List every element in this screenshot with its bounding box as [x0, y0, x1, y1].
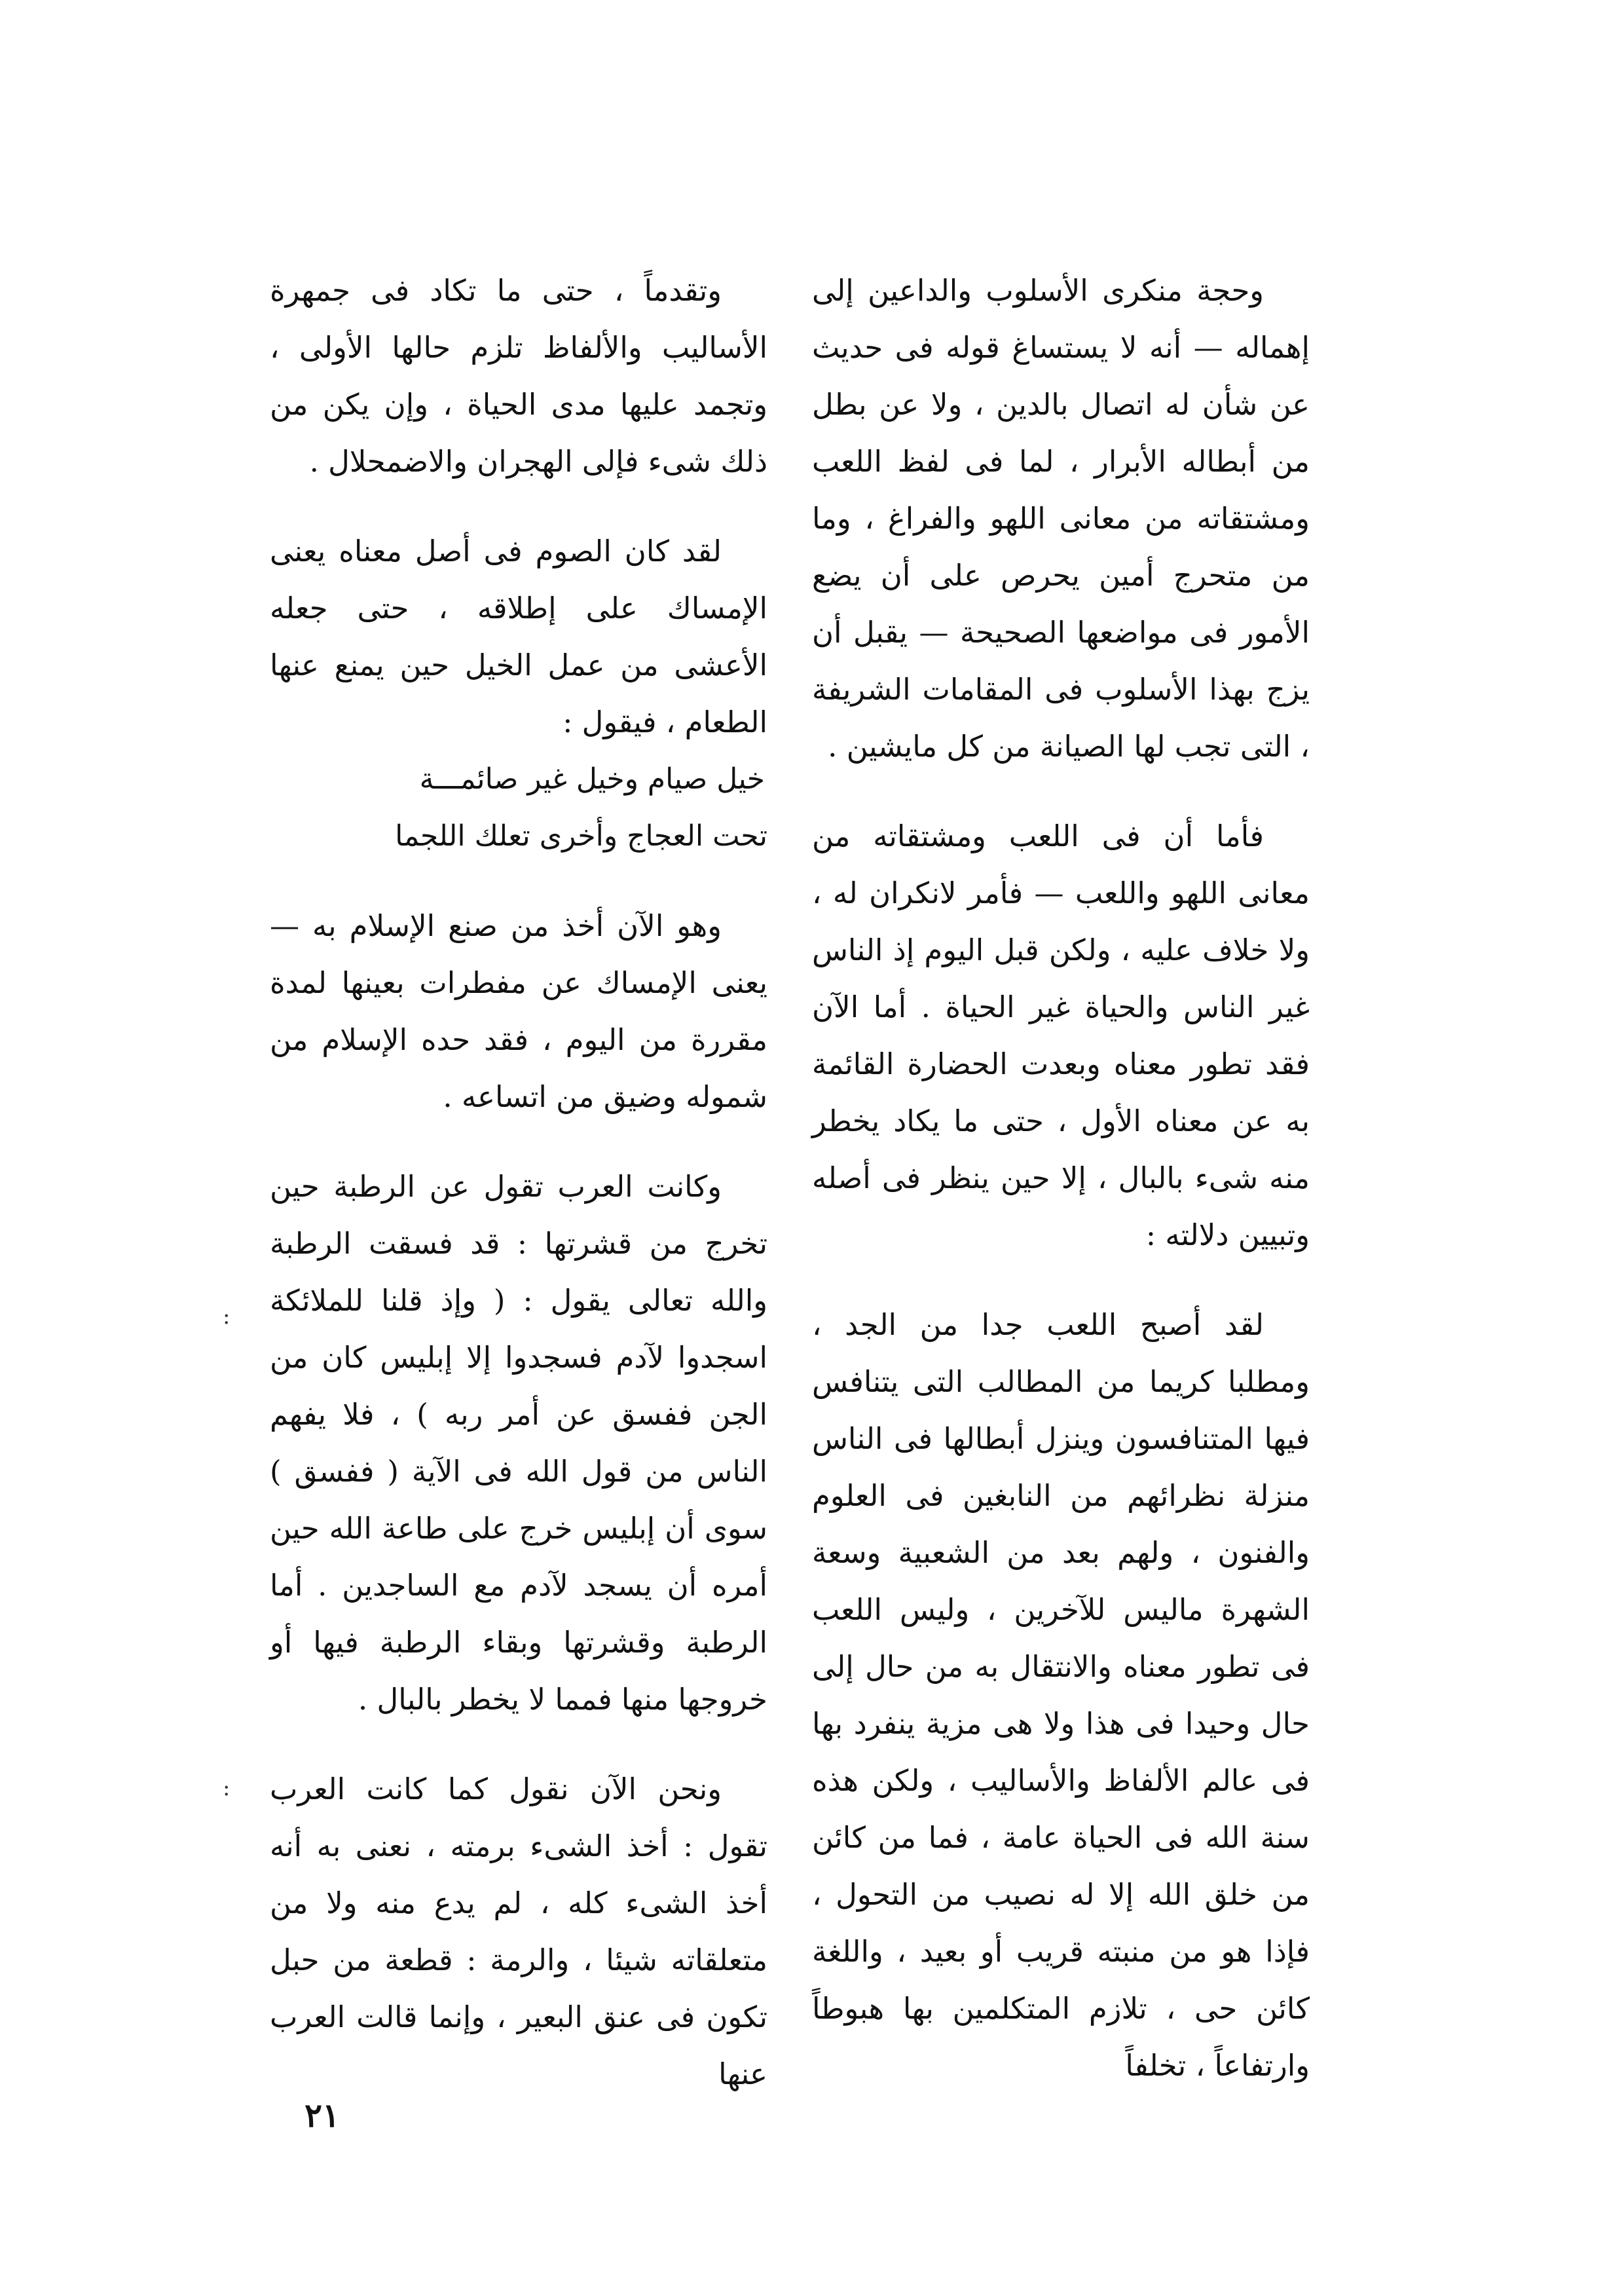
right-column	[812, 262, 1310, 2094]
paragraph: لقد كان الصوم فى أصل معناه يعنى الإمساك على إطلاقه ، حتى جعله الأعشى من عمل الخيل حين يمنع عنها الطعام ، فيقول :	[270, 534, 767, 739]
paragraph: وهو الآن أخذ من صنع الإسلام به — يعنى الإمساك عن مفطرات بعينها لمدة مقررة من اليوم ، فقد حده الإسلام من شموله وضيق من اتساعه .	[270, 908, 767, 1114]
paragraph: وكانت العرب تقول عن الرطبة حين تخرج من قشرتها : قد فسقت الرطبة والله تعالى يقول : ( وإذ قلنا للملائكة اسجدوا لآدم فسجدوا إلا إبليس كان من الجن ففسق عن أمر ربه ) ، فلا يفهم الناس من قول الله فى الآية ( ففسق ) سوى أن إبليس خرج على طاعة الله حين أمره أن يسجد لآدم مع الساجدين . أما الرطبة وقشرتها وبقاء الرطبة فيها أو خروجها منها فمما لا يخطر بالبال .	[270, 1169, 767, 1717]
poem-line: تحت العجاج وأخرى تعلك اللجما	[395, 819, 767, 853]
paragraph: وتقدماً ، حتى ما تكاد فى جمهرة الأساليب والألفاظ تلزم حالها الأولى ، وتجمد عليها مدى الحياة ، وإن يكن من ذلك شىء فإلى الهجران والاضمحلال .	[270, 273, 767, 479]
paragraph: لقد أصبح اللعب جدا من الجد ، ومطلبا كريما من المطالب التى يتنافس فيها المتنافسون وينزل أبطالها فى الناس منزلة نظرائهم من النابغين فى العلوم والفنون ، ولهم بعد من الشعبية وسعة الشهرة ماليس للآخرين ، وليس اللعب فى تطور معناه والانتقال به من حال إلى حال وحيدا فى هذا ولا هى مزية ينفرد بها فى عالم الألفاظ والأساليب ، ولكن هذه سنة الله فى الحياة عامة ، فما من كائن من خلق الله إلا له نصيب من التحول ، فإذا هو من منبته قريب أو بعيد ، واللغة كائن حى ، تلازم المتكلمين بها هبوطاً وارتفاعاً ، تخلفاً	[812, 1307, 1310, 2083]
margin-mark: :	[223, 1775, 231, 1801]
paragraph: ونحن الآن نقول كما كانت العرب تقول : أخذ الشىء برمته ، نعنى به أنه أخذ الشىء كله ، لم يدع منه ولا من متعلقاته شيئا ، والرمة : قطعة من حبل تكون فى عنق البعير ، وإنما قالت العرب عنها	[270, 1772, 767, 2091]
margin-mark: :	[223, 1303, 231, 1330]
paragraph: فأما أن فى اللعب ومشتقاته من معانى اللهو واللعب — فأمر لانكران له ، ولا خلاف عليه ، ولكن قبل اليوم إذ الناس غير الناس والحياة غير الحياة . أما الآن فقد تطور معناه وبعدت الحضارة القائمة به عن معناه الأول ، حتى ما يكاد يخطر منه شىء بالبال ، إلا حين ينظر فى أصله وتبيين دلالته :	[812, 819, 1310, 1252]
poem-line: خيل صيام وخيل غير صائمـــة	[419, 762, 765, 796]
page-number: ٢١	[304, 2096, 340, 2135]
left-column	[270, 262, 767, 2135]
paragraph: وحجة منكرى الأسلوب والداعين إلى إهماله — أنه لا يستساغ قوله فى حديث عن شأن له اتصال بالدين ، ولا عن بطل من أبطاله الأبرار ، لما فى لفظ اللعب ومشتقاته من معانى اللهو والفراغ ، وما من متحرج أمين يحرص على أن يضع الأمور فى مواضعها الصحيحة — يقبل أن يزج بهذا الأسلوب فى المقامات الشريفة ، التى تجب لها الصيانة من كل مايشين .	[812, 273, 1310, 764]
